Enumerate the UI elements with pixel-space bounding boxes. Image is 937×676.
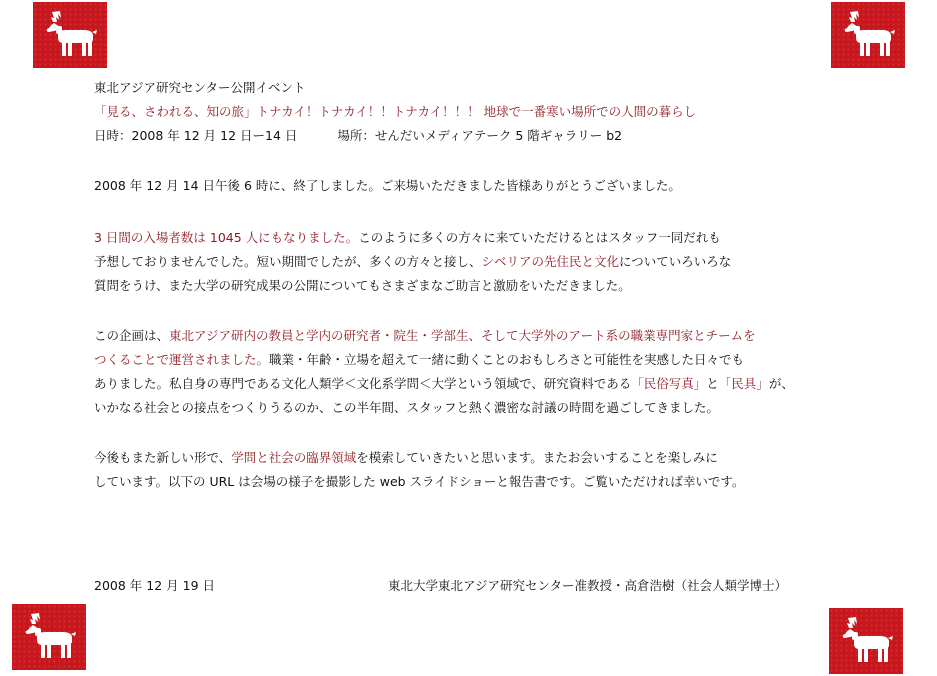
paragraph-attendance-line-3: 質問をうけ、また大学の研究成果の公開についてもさまざまなご助言と激励をいただきました。 <box>94 278 631 293</box>
team-highlight-cont: つくることで運営されました。 <box>94 352 270 367</box>
project-text-1a: この企画は、 <box>94 328 170 343</box>
future-text-1a: 今後もまた新しい形で、 <box>94 450 232 465</box>
reindeer-stamp-bottom-right <box>829 608 903 674</box>
project-text-3a: ありました。私自身の専門である文化人類学＜文化系学問＜大学という領域で、研究資料である <box>94 376 632 391</box>
reindeer-icon <box>838 8 898 62</box>
footer-date: 2008 年 12 月 19 日 <box>94 578 215 593</box>
reindeer-icon <box>19 610 79 664</box>
paragraph-project-line-2 <box>94 352 744 368</box>
future-text-1b: を模索していきたいと思います。またお会いすることを楽しみに <box>356 450 718 465</box>
folk-tools-highlight: 「民具」 <box>718 376 769 391</box>
footer-signature: 東北大学東北アジア研究センター准教授・高倉浩樹（社会人類学博士） <box>388 578 788 593</box>
paragraph-attendance-line-2 <box>94 254 731 270</box>
paragraph-future-line-1 <box>94 450 718 466</box>
reindeer-icon <box>40 8 100 62</box>
paragraph-project-line-3 <box>94 376 794 392</box>
event-venue: 場所：せんだいメディアテーク 5 階ギャラリー b2 <box>337 128 623 143</box>
attendance-text: このように多くの方々に来ていただけるとはスタッフ一同だれも <box>358 230 721 245</box>
project-text-2b: 職業・年齢・立場を超えて一緒に動くことのおもしろさと可能性を実感した日々でも <box>269 352 745 367</box>
reindeer-stamp-bottom-left <box>12 604 86 670</box>
reindeer-icon <box>836 614 896 668</box>
paragraph-project-line-4: いかなる社会との接点をつくりうるのか、この半年間、スタッフと熱く濃密な討議の時間を過ごしてきました。 <box>94 400 720 415</box>
project-text-3mid: と <box>706 376 719 391</box>
attendance-highlight: 3 日間の入場者数は 1045 人にもなりました。 <box>94 230 359 245</box>
reindeer-stamp-top-left <box>33 2 107 68</box>
paragraph-closing-notice: 2008 年 12 月 14 日午後 6 時に、終了しました。ご来場いただきました皆様ありがとうございました。 <box>94 178 681 193</box>
attendance-text-2a: 予想しておりませんでした。短い期間でしたが、多くの方々と接し、 <box>94 254 482 269</box>
event-schedule <box>94 128 622 144</box>
team-highlight: 東北アジア研内の教員と学内の研究者・院生・学部生、そして大学外のアート系の職業専門家とチームを <box>169 328 756 343</box>
paragraph-future-line-2: しています。以下の URL は会場の様子を撮影した web スライドショーと報告書です。ご覧いただければ幸いです。 <box>94 474 745 489</box>
event-date: 日時：2008 年 12 月 12 日ー14 日 <box>94 128 298 143</box>
event-title: 「見る、さわれる、知の旅」トナカイ！トナカイ！！トナカイ！！！ 地球で一番寒い場所での人間の暮らし <box>94 104 697 119</box>
attendance-text-2b: についていろいろな <box>619 254 732 269</box>
paragraph-project-line-1 <box>94 328 756 344</box>
reindeer-stamp-top-right <box>831 2 905 68</box>
event-label: 東北アジア研究センター公開イベント <box>94 80 306 95</box>
folk-photo-highlight: 「民俗写真」 <box>631 376 707 391</box>
paragraph-attendance-line-1 <box>94 230 721 246</box>
academia-society-highlight: 学問と社会の臨界領域 <box>231 450 357 465</box>
project-text-3b: が、 <box>768 376 794 391</box>
siberia-highlight: シベリアの先住民と文化 <box>481 254 620 269</box>
